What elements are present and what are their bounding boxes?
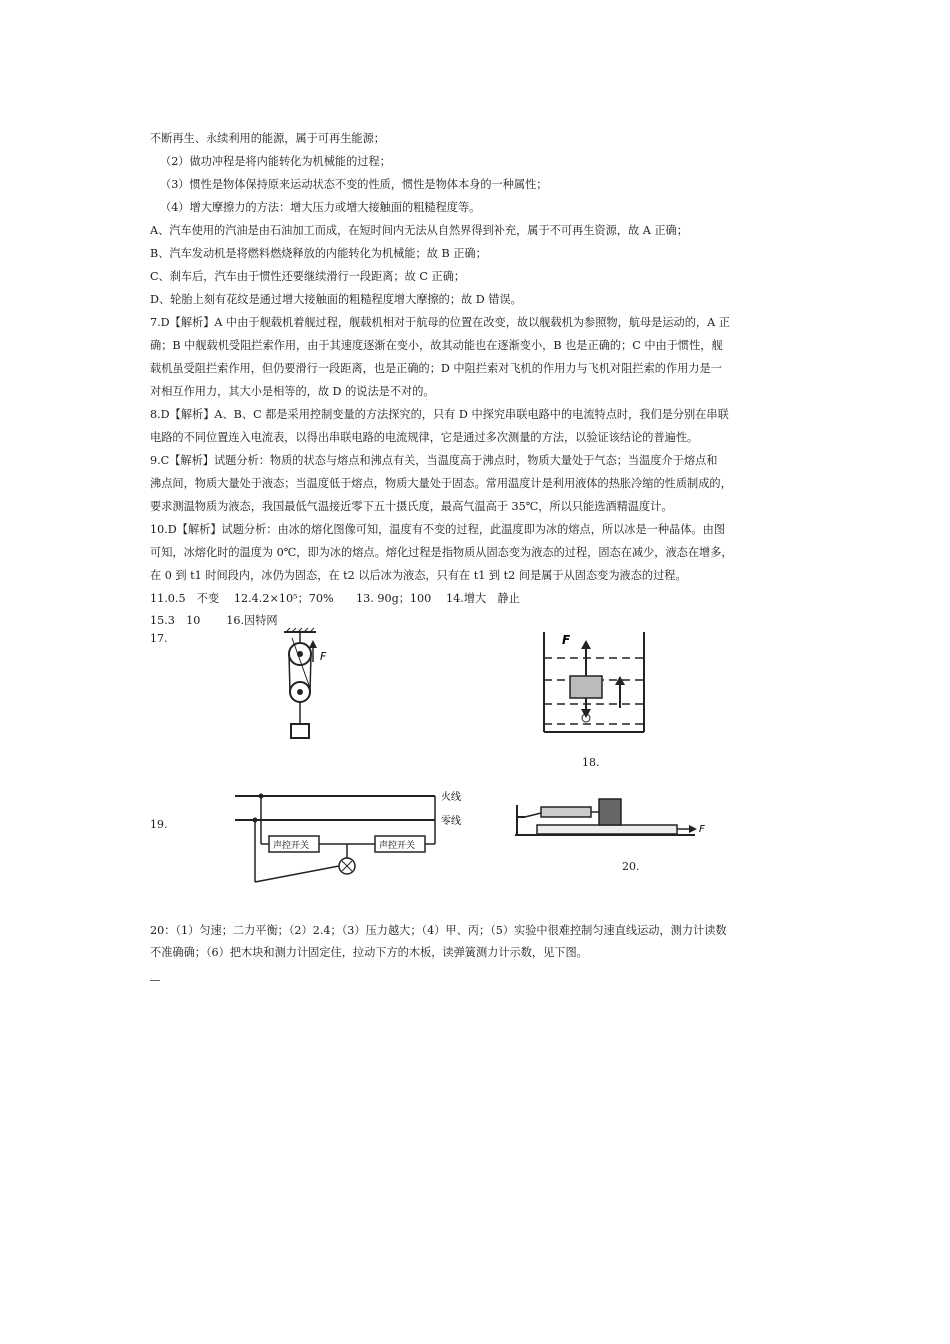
text-line: A、汽车使用的汽油是由石油加工而成，在短时间内无法从自然界得到补充，属于不可再生资源，故 A 正确；	[150, 224, 688, 237]
text-line: （4）增大摩擦力的方法：增大压力或增大接触面的粗糙程度等。	[160, 201, 481, 214]
text-line: 11.0.5 不变 12.4.2×10⁵；70% 13. 90g；100 14.增大 静止	[150, 592, 520, 605]
figure-19-number: 19.	[150, 818, 168, 831]
text-line: 在 0 到 t1 时间段内，冰仍为固态，在 t2 以后冰为液态，只有在 t1 到 t2 间是属于从固态变为液态的过程。	[150, 569, 687, 582]
text-line: 10.D【解析】试题分析：由冰的熔化图像可知，温度有不变的过程，此温度即为冰的熔点，所以冰是一种晶体。由图	[150, 523, 725, 536]
text-line: 要求测温物质为液态，我国最低气温接近零下五十摄氏度，最高气温高于 35℃，所以只能选酒精温度计。	[150, 500, 673, 513]
text-line: 8.D【解析】A、B、C 都是采用控制变量的方法探究的，只有 D 中探究串联电路中的电流特点时，我们是分别在串联	[150, 408, 729, 421]
text-line: 载机虽受阻拦索作用，但仍要滑行一段距离，也是正确的；D 中阻拦索对飞机的作用力与飞机对阻拦索的作用力是一	[150, 362, 722, 375]
text-line: 沸点间，物质大量处于液态；当温度低于熔点，物质大量处于固态。常用温度计是利用液体的热胀冷缩的性质制成的，	[150, 477, 732, 490]
figure-19-neutral-wire-label: 零线	[441, 816, 461, 827]
figure-19-switch-1-label: 声控开关	[273, 841, 310, 851]
text-line: 9.C【解析】试题分析：物质的状态与熔点和沸点有关，当温度高于沸点时，物质大量处于气态；当温度介于熔点和	[150, 454, 718, 467]
text-line: C、刹车后，汽车由于惯性还要继续滑行一段距离；故 C 正确；	[150, 270, 466, 283]
figure-20-force-label: F	[699, 824, 705, 835]
figure-18-number: 18.	[582, 756, 600, 769]
text-line: （3）惯性是物体保持原来运动状态不变的性质，惯性是物体本身的一种属性；	[160, 178, 548, 191]
figure-19-circuit-diagram	[235, 786, 475, 886]
figure-18-buoyancy-diagram	[540, 632, 650, 742]
answer-20-line: 20：（1）匀速；二力平衡；（2）2.4；（3）压力越大；（4）甲、丙；（5）实验中很难控制匀速直线运动，测力计读数	[150, 924, 727, 937]
text-line: 7.D【解析】A 中由于舰载机着舰过程，舰载机相对于航母的位置在改变，故以舰载机为参照物，航母是运动的，A 正	[150, 316, 730, 329]
figure-19-live-wire-label: 火线	[441, 792, 461, 803]
text-line: 不断再生、永续利用的能源，属于可再生能源；	[150, 132, 385, 145]
text-line: 电路的不同位置连入电流表，以得出串联电路的电流规律，它是通过多次测量的方法，以验证该结论的普遍性。	[150, 431, 699, 444]
text-line: D、轮胎上刻有花纹是通过增大接触面的粗糙程度增大摩擦的；故 D 错误。	[150, 293, 522, 306]
figure-17-pulley-diagram	[270, 628, 350, 748]
text-line: 15.3 10 16.因特网	[150, 614, 278, 627]
text-line: B、汽车发动机是将燃料燃烧释放的内能转化为机械能；故 B 正确；	[150, 247, 487, 260]
text-line: 可知，冰熔化时的温度为 0℃，即为冰的熔点。熔化过程是指物质从固态变为液态的过程，固态在减少，液态在增多，	[150, 546, 733, 559]
text-line: 对相互作用力，其大小是相等的，故 D 的说法是不对的。	[150, 385, 435, 398]
figure-20-number: 20.	[622, 860, 640, 873]
figure-20-friction-diagram	[515, 795, 715, 845]
text-line: 确；B 中舰载机受阻拦索作用，由于其速度逐渐在变小，故其动能也在逐渐变小，B 也是正确的；C 中由于惯性，舰	[150, 339, 723, 352]
figure-18-force-label: F	[562, 633, 571, 647]
scan-mark	[150, 980, 160, 981]
answer-20-line: 不准确确；（6）把木块和测力计固定住，拉动下方的木板，读弹簧测力计示数，见下图。	[150, 946, 588, 959]
text-line: （2）做功冲程是将内能转化为机械能的过程；	[160, 155, 391, 168]
figure-19-switch-2-label: 声控开关	[379, 841, 416, 851]
figure-17-force-label: F	[320, 650, 327, 663]
figure-17-number: 17.	[150, 632, 168, 645]
